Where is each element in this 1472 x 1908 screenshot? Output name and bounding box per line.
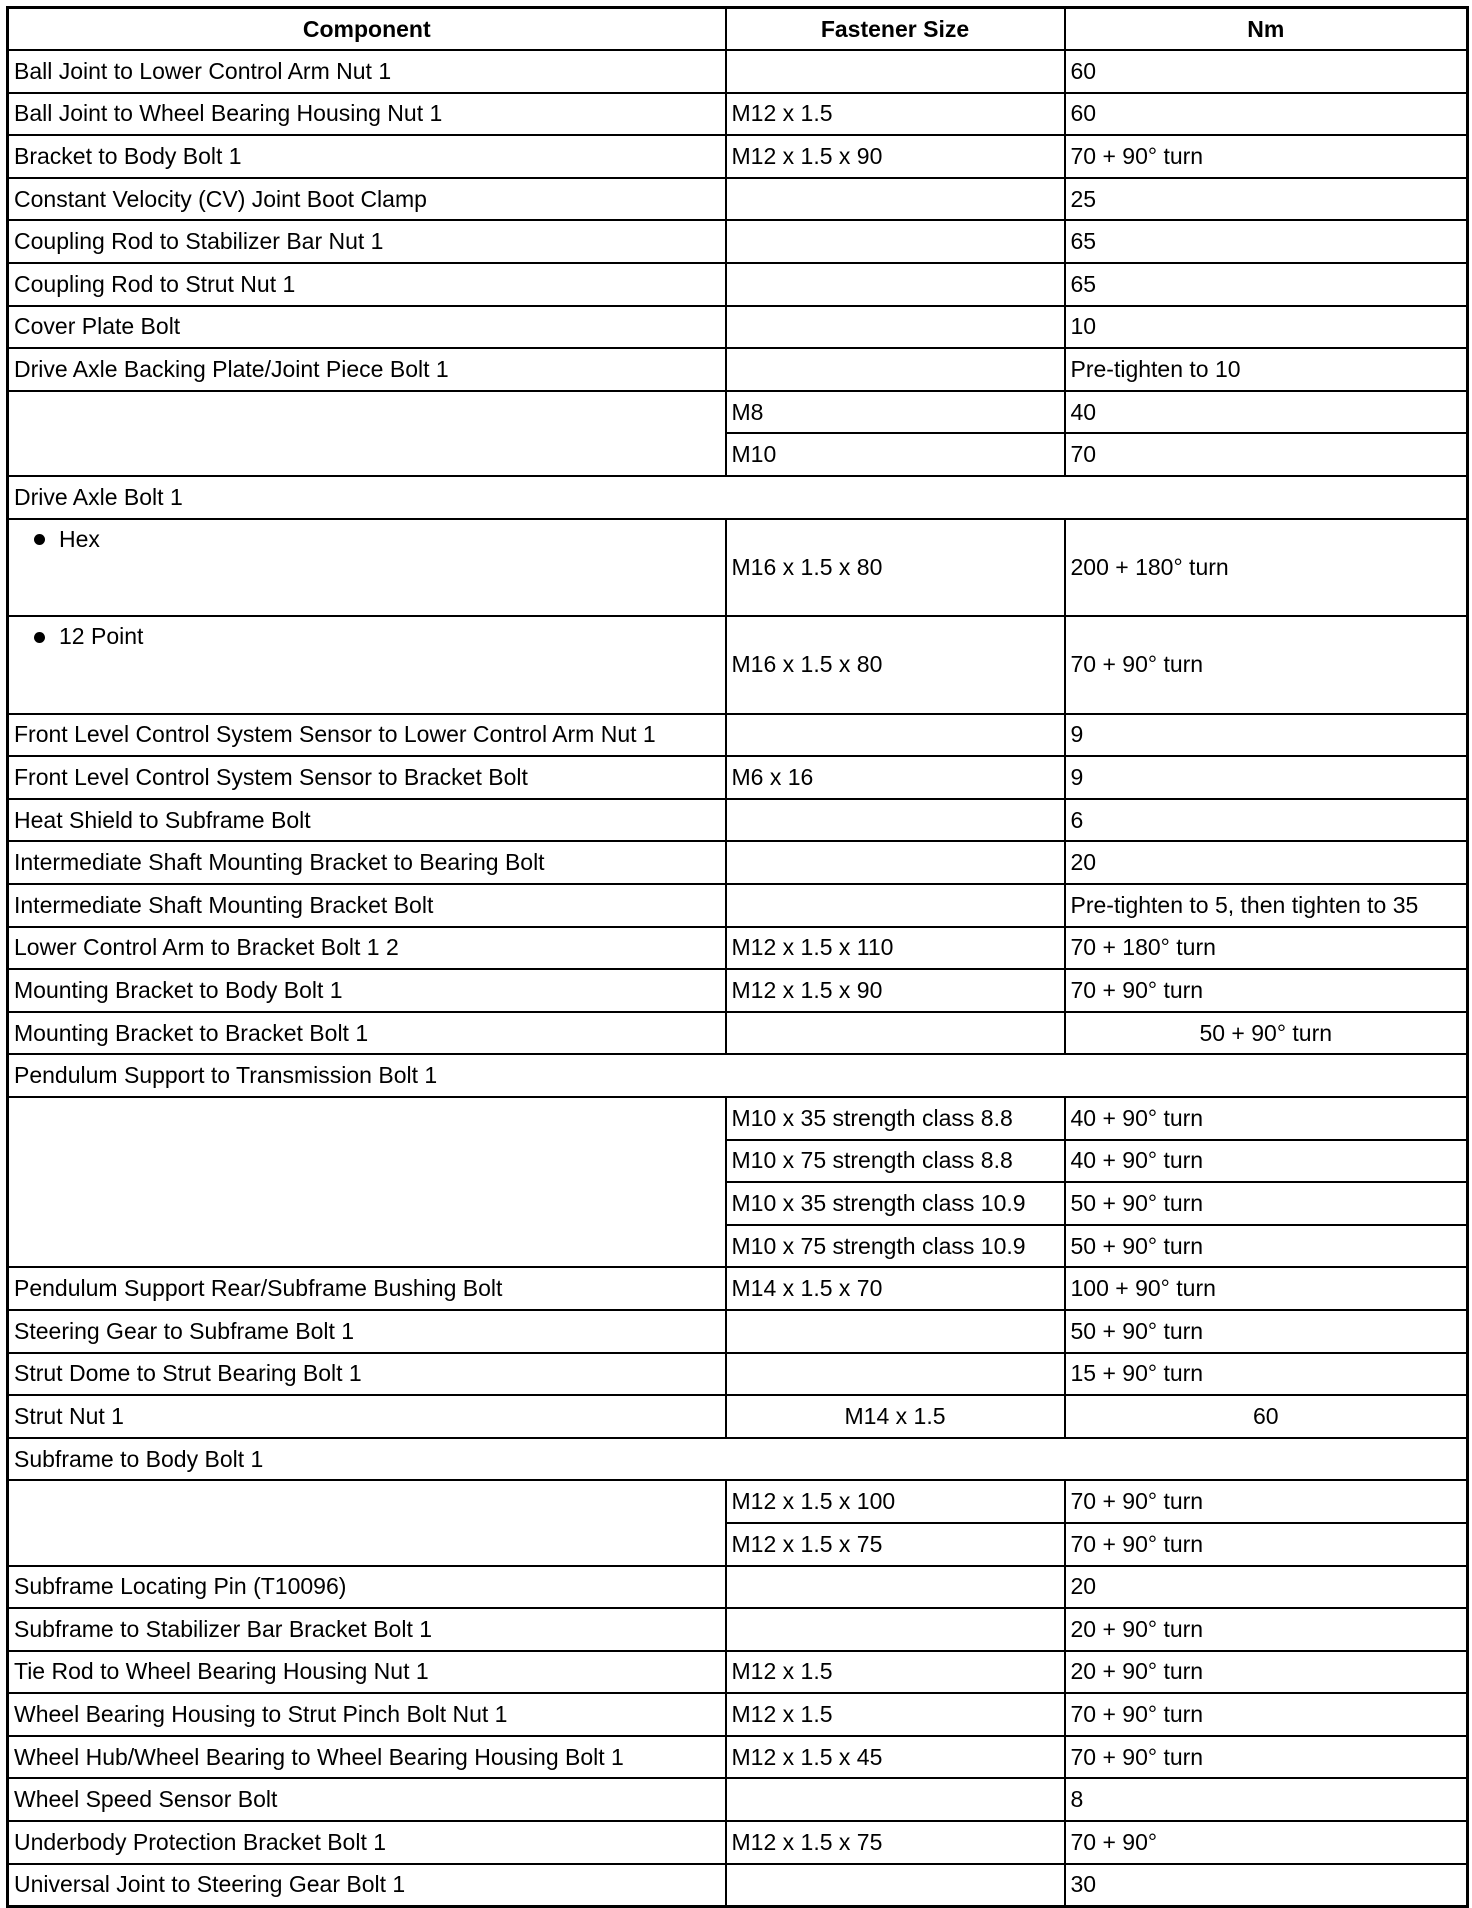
component-cell: Constant Velocity (CV) Joint Boot Clamp [8,178,726,221]
torque-value-cell: 200 + 180° turn [1065,519,1468,617]
torque-value-cell: 60 [1065,1395,1468,1438]
table-row [8,306,1468,349]
table-row [8,348,1468,391]
component-cell: Pendulum Support Rear/Subframe Bushing Bolt [8,1267,726,1310]
fastener-size-cell [726,50,1065,93]
torque-value-cell: 8 [1065,1778,1468,1821]
torque-value-cell: 50 + 90° turn [1065,1012,1468,1055]
torque-value-cell: 70 + 90° turn [1065,1693,1468,1736]
torque-value-cell: 60 [1065,93,1468,136]
table-row [8,1693,1468,1736]
fastener-size-cell: M12 x 1.5 [726,1651,1065,1694]
bullet-spec-row [8,519,1468,617]
table-row [8,1778,1468,1821]
torque-value-cell: 50 + 90° turn [1065,1182,1468,1225]
torque-value-cell: 20 [1065,841,1468,884]
component-cell: Ball Joint to Wheel Bearing Housing Nut 1 [8,93,726,136]
table-row [8,1566,1468,1609]
component-cell: Drive Axle Backing Plate/Joint Piece Bolt 1 [8,348,726,391]
fastener-size-cell [726,348,1065,391]
table-row [8,1821,1468,1864]
torque-value-cell: 20 [1065,1566,1468,1609]
fastener-size-cell: M12 x 1.5 x 90 [726,135,1065,178]
component-label: Hex [59,525,100,552]
table-row [8,135,1468,178]
torque-value-cell: 70 + 90° turn [1065,1736,1468,1779]
table-row [8,1736,1468,1779]
sub-spec-row [8,1097,1468,1140]
table-row [8,1353,1468,1396]
fastener-size-cell: M14 x 1.5 [726,1395,1065,1438]
section-title: Pendulum Support to Transmission Bolt 1 [8,1054,1468,1097]
torque-value-cell: 70 + 90° turn [1065,969,1468,1012]
table-row [8,93,1468,136]
section-header-row [8,1054,1468,1097]
torque-value-cell: 40 [1065,391,1468,434]
component-column-header: Component [8,8,726,51]
fastener-size-cell [726,841,1065,884]
fastener-size-cell [726,1864,1065,1907]
fastener-size-cell: M12 x 1.5 x 100 [726,1480,1065,1523]
fastener-size-cell: M12 x 1.5 x 45 [726,1736,1065,1779]
table-row [8,1651,1468,1694]
component-cell [8,616,726,714]
table-row [8,1310,1468,1353]
fastener-size-cell: M16 x 1.5 x 80 [726,616,1065,714]
torque-value-cell: 9 [1065,714,1468,757]
fastener-size-cell: M10 x 75 strength class 10.9 [726,1225,1065,1268]
component-cell: Coupling Rod to Stabilizer Bar Nut 1 [8,220,726,263]
table-row [8,969,1468,1012]
fastener-size-cell: M12 x 1.5 x 75 [726,1523,1065,1566]
fastener-size-cell: M12 x 1.5 x 90 [726,969,1065,1012]
torque-value-cell: Pre-tighten to 10 [1065,348,1468,391]
header-row [8,8,1468,51]
fastener-size-cell: M10 x 75 strength class 8.8 [726,1140,1065,1183]
fastener-size-cell [726,1353,1065,1396]
fastener-size-column-header: Fastener Size [726,8,1065,51]
section-header-row [8,1438,1468,1481]
section-title: Drive Axle Bolt 1 [8,476,1468,519]
torque-value-cell: 70 + 90° turn [1065,616,1468,714]
component-cell: Ball Joint to Lower Control Arm Nut 1 [8,50,726,93]
component-cell: Strut Nut 1 [8,1395,726,1438]
table-row [8,841,1468,884]
fastener-size-cell [726,1608,1065,1651]
component-cell: Universal Joint to Steering Gear Bolt 1 [8,1864,726,1907]
component-cell: Mounting Bracket to Bracket Bolt 1 [8,1012,726,1055]
component-cell: Front Level Control System Sensor to Lower Control Arm Nut 1 [8,714,726,757]
component-cell: Front Level Control System Sensor to Bracket Bolt [8,756,726,799]
torque-value-cell: 70 + 180° turn [1065,927,1468,970]
fastener-size-cell [726,714,1065,757]
table-row [8,1864,1468,1907]
table-row [8,1608,1468,1651]
fastener-size-cell [726,306,1065,349]
component-cell: Wheel Hub/Wheel Bearing to Wheel Bearing Housing Bolt 1 [8,1736,726,1779]
component-cell: Heat Shield to Subframe Bolt [8,799,726,842]
fastener-size-cell [726,220,1065,263]
component-cell: Lower Control Arm to Bracket Bolt 1 2 [8,927,726,970]
component-cell: Underbody Protection Bracket Bolt 1 [8,1821,726,1864]
table-row [8,50,1468,93]
torque-value-cell: 40 + 90° turn [1065,1097,1468,1140]
torque-value-cell: 6 [1065,799,1468,842]
fastener-size-cell: M16 x 1.5 x 80 [726,519,1065,617]
table-row [8,1395,1468,1438]
torque-value-cell: 60 [1065,50,1468,93]
torque-specification-table [6,6,1469,1908]
table-row [8,263,1468,306]
table-row [8,220,1468,263]
section-title: Subframe to Body Bolt 1 [8,1438,1468,1481]
torque-value-cell: 70 + 90° turn [1065,1480,1468,1523]
fastener-size-cell: M6 x 16 [726,756,1065,799]
component-cell: Cover Plate Bolt [8,306,726,349]
component-cell: Steering Gear to Subframe Bolt 1 [8,1310,726,1353]
component-cell: Intermediate Shaft Mounting Bracket Bolt [8,884,726,927]
torque-value-cell: 70 + 90° turn [1065,1523,1468,1566]
table-body [8,50,1468,1906]
fastener-size-cell [726,1310,1065,1353]
fastener-size-cell: M8 [726,391,1065,434]
fastener-size-cell [726,799,1065,842]
component-cell: Strut Dome to Strut Bearing Bolt 1 [8,1353,726,1396]
torque-value-cell: 70 + 90° turn [1065,135,1468,178]
torque-value-cell: 40 + 90° turn [1065,1140,1468,1183]
component-cell: Tie Rod to Wheel Bearing Housing Nut 1 [8,1651,726,1694]
component-label: 12 Point [59,623,144,650]
component-cell: Wheel Speed Sensor Bolt [8,1778,726,1821]
table-row [8,884,1468,927]
fastener-size-cell: M12 x 1.5 [726,1693,1065,1736]
sub-spec-row [8,391,1468,434]
fastener-size-cell [726,1566,1065,1609]
torque-value-cell: 30 [1065,1864,1468,1907]
fastener-size-cell [726,1778,1065,1821]
fastener-size-cell [726,884,1065,927]
component-cell: Bracket to Body Bolt 1 [8,135,726,178]
table-row [8,927,1468,970]
fastener-size-cell [726,1012,1065,1055]
fastener-size-cell: M12 x 1.5 x 75 [726,1821,1065,1864]
component-cell [8,391,726,476]
torque-value-cell: 20 + 90° turn [1065,1608,1468,1651]
torque-value-cell: 70 + 90° [1065,1821,1468,1864]
torque-value-cell: 50 + 90° turn [1065,1310,1468,1353]
torque-value-cell: 65 [1065,220,1468,263]
torque-value-cell: 65 [1065,263,1468,306]
component-cell [8,1480,726,1565]
fastener-size-cell: M14 x 1.5 x 70 [726,1267,1065,1310]
torque-value-cell: 100 + 90° turn [1065,1267,1468,1310]
component-cell: Mounting Bracket to Body Bolt 1 [8,969,726,1012]
component-cell: Intermediate Shaft Mounting Bracket to Bearing Bolt [8,841,726,884]
fastener-size-cell: M10 [726,433,1065,476]
torque-value-cell: 10 [1065,306,1468,349]
table-row [8,1267,1468,1310]
torque-value-cell: Pre-tighten to 5, then tighten to 35 [1065,884,1468,927]
nm-column-header: Nm [1065,8,1468,51]
bullet-icon [34,534,45,545]
table-row [8,756,1468,799]
torque-value-cell: 20 + 90° turn [1065,1651,1468,1694]
fastener-size-cell: M12 x 1.5 x 110 [726,927,1065,970]
bullet-icon [34,632,45,643]
torque-value-cell: 50 + 90° turn [1065,1225,1468,1268]
bullet-spec-row [8,616,1468,714]
table-row [8,799,1468,842]
fastener-size-cell [726,263,1065,306]
fastener-size-cell: M10 x 35 strength class 8.8 [726,1097,1065,1140]
fastener-size-cell: M10 x 35 strength class 10.9 [726,1182,1065,1225]
sub-spec-row [8,1480,1468,1523]
component-cell [8,1097,726,1267]
table-row [8,178,1468,221]
component-cell: Coupling Rod to Strut Nut 1 [8,263,726,306]
torque-value-cell: 70 [1065,433,1468,476]
torque-value-cell: 25 [1065,178,1468,221]
torque-value-cell: 15 + 90° turn [1065,1353,1468,1396]
component-cell [8,519,726,617]
section-header-row [8,476,1468,519]
fastener-size-cell: M12 x 1.5 [726,93,1065,136]
table-row [8,1012,1468,1055]
table-row [8,714,1468,757]
component-cell: Subframe to Stabilizer Bar Bracket Bolt 1 [8,1608,726,1651]
component-cell: Wheel Bearing Housing to Strut Pinch Bolt Nut 1 [8,1693,726,1736]
component-cell: Subframe Locating Pin (T10096) [8,1566,726,1609]
torque-value-cell: 9 [1065,756,1468,799]
fastener-size-cell [726,178,1065,221]
